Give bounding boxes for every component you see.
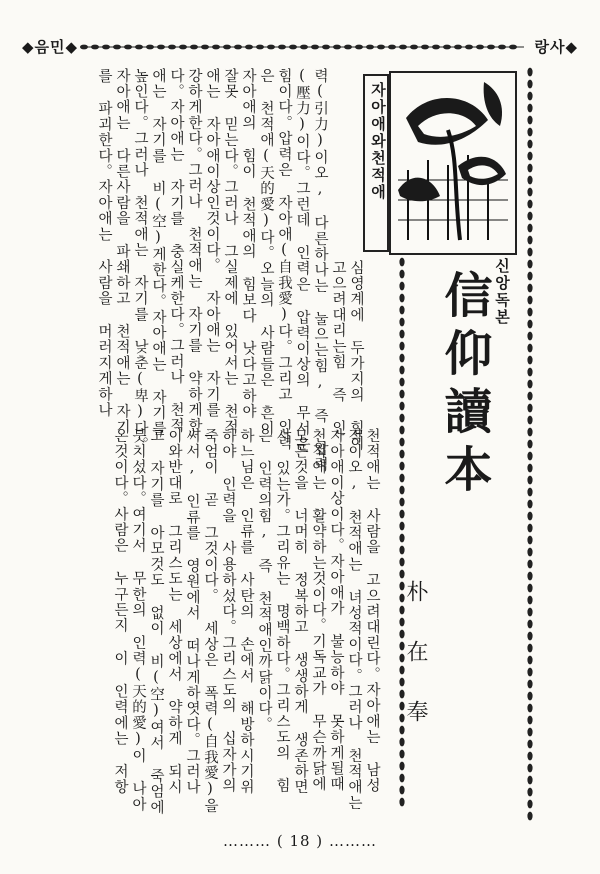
text-column-12: 애는 자기를 비(空)게한다。자아애는 자기를 (150, 68, 166, 437)
text-column-3: 력(引力)이오, 다른하나는 눌으는힘, 즉 압력 (312, 68, 328, 473)
text-column-2: 고으려대리는힘 즉 인 (330, 260, 346, 436)
right-border-ornament (520, 68, 550, 828)
text-column-20: 모든것을 너머히 정복하고 생생하게 생존하면 (292, 428, 308, 796)
text-column-1: 심영계에 두가지의 힘이 (348, 260, 364, 452)
footer-dots-left: ……… (223, 832, 272, 850)
text-column-28: 고 자기를 아모것도 없이 비(空)여서 죽엄에 (148, 428, 164, 816)
text-column-8: 잘못 믿는다。그러나 그실제에 있어서는 천적 (222, 68, 238, 436)
text-column-4: (壓力)이다。그런데 인력은 압력이상의 무서운 (294, 68, 310, 453)
text-column-26: 써서, 인류를 영원에서 떠나게하엿다。그러나 (184, 428, 200, 796)
header-right-text: 랑사◆ (534, 38, 578, 56)
text-column-17: 적이오, 천적애는 녀성적이다。그러나 천적애는 (346, 428, 362, 811)
text-column-22: 은 인력의힘, 즉 천적애인까닭이다。 (256, 428, 272, 733)
page-number: ( 18 ) (276, 832, 324, 850)
text-column-30: 온것이다。사람은 누구든지 이 인력에는 저항 (112, 428, 128, 796)
text-column-21: 서 있는가。그리유는 명백하다。그리스도의 힘 (274, 428, 290, 794)
text-column-15: 를 파괴한다。자아애는 사람을 머러지게하나 (96, 68, 112, 418)
text-column-18: 자아애이상이다。자아애가 불능하야 못하게될때 (328, 428, 344, 793)
text-column-16: 천적애는 사람을 고으려대린다。자아애는 남성 (364, 428, 380, 794)
article-title: 자아애와천적애 (369, 82, 387, 201)
text-column-19: 천적애는 활약하는것이다。기독교가 무슨까닭에 (310, 428, 326, 793)
running-header (22, 36, 578, 60)
text-column-14: 자아애는 다른사람을 파쇄하고 천적애는 자기 (114, 68, 130, 436)
lily-illustration (388, 70, 518, 256)
text-column-10: 강하게한다。그러나 천적애는 자기를 약하게한 (186, 68, 202, 434)
page-title: 信仰讀本 (436, 270, 492, 502)
text-column-6: 은 천적애(天的愛)다。오늘의 사람들은 흔이 (258, 68, 274, 437)
text-column-27: 이와반대로 그리스도는 세상에서 약하게 되시 (166, 428, 182, 796)
text-column-29: 붓치섰다。여기서 무한의 인력(天的愛)이 나아 (130, 428, 146, 813)
text-column-23: 하느님은 인류를 사탄의 손에서 해방하시기위 (238, 428, 254, 796)
author-name: 朴在奉 (403, 580, 428, 760)
text-column-13: 높인다。그러나 천적애는 자기를 낮춘(卑)다。 (132, 68, 148, 453)
page-footer (0, 832, 600, 850)
header-chain-ornament (22, 36, 578, 60)
header-left-text: ◆음민◆ (22, 38, 79, 56)
text-column-25: 죽엄이 곧 그것이다。 세상은 폭력(自我愛)을 (202, 428, 218, 814)
text-column-9: 애는 자아애이상인것이다。 자아애는 자기를 (204, 68, 220, 418)
text-column-24: 하야 인력을 사용하섰다。그리스도의 십자가의 (220, 428, 236, 794)
text-column-11: 다。자아애는 자기를 충실케한다。그러나 천적 (168, 68, 184, 434)
series-label: 신앙독본 (493, 258, 511, 326)
text-column-7: 자아애의 힘이 천적애의 힘보다 낫다고하야 (240, 68, 256, 420)
text-column-5: 힘이다。압력은 자아애(自我愛)다。그리고 인력 (276, 68, 292, 451)
article-title-box (363, 74, 389, 252)
footer-dots-right: ……… (328, 832, 377, 850)
